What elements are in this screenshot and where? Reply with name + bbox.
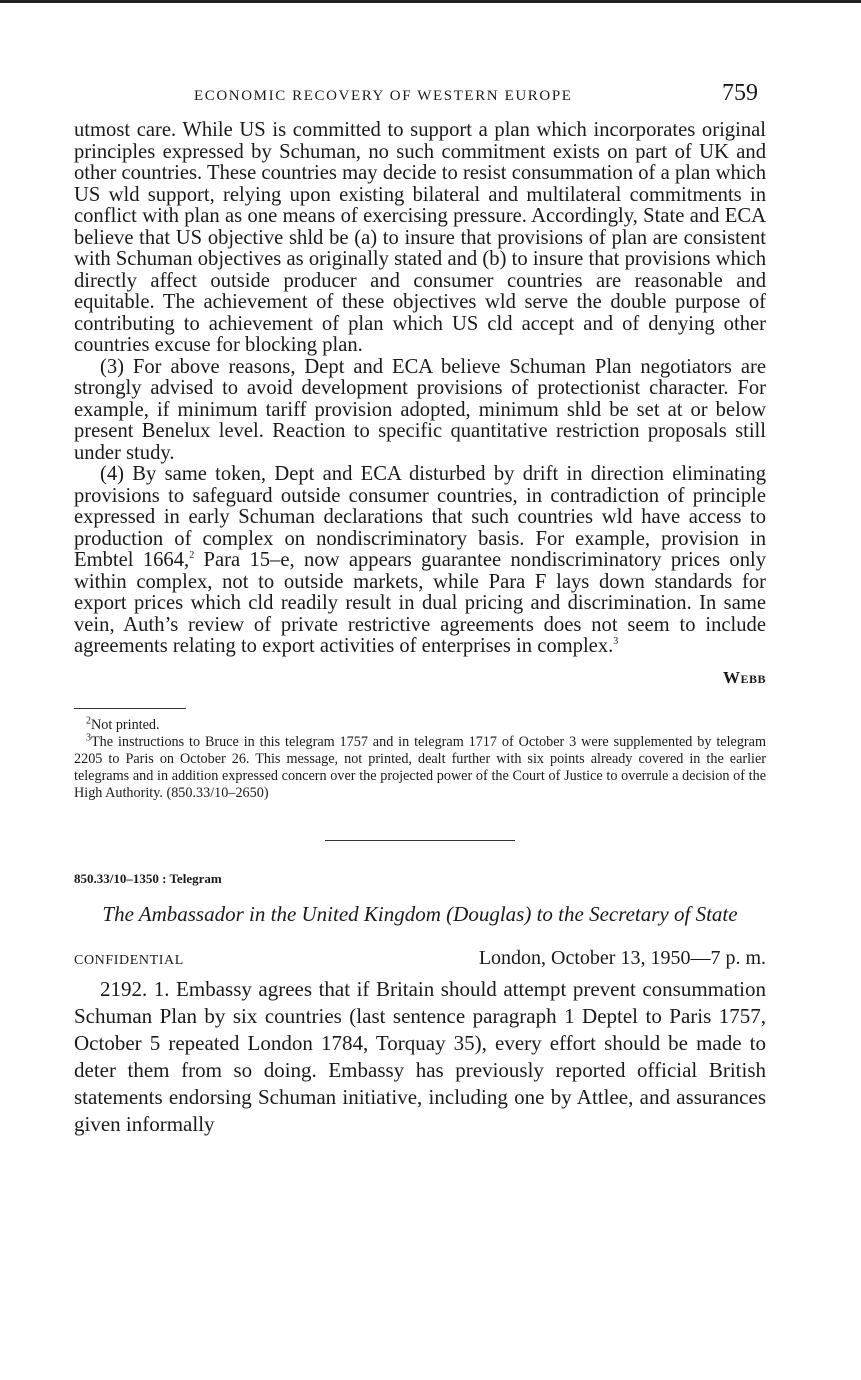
signature: Webb bbox=[722, 667, 766, 687]
paragraph-continued: utmost care. While US is committed to support a plan which incorporates original principles expressed by Schuman, no such commitment exists on part of UK and other countries. These countries may decide to resist consummation of a plan which US wld support, relying upon existing bilateral and multilateral commitments in conflict with plan as one means of exercising pressure. Accordingly, State and ECA believe that US objective shld be (a) to insure that provisions of plan are consistent with Schuman objectives as originally stated and (b) to insure that provisions which directly affect outside producer and consumer countries are reasonable and equitable. The achievement of these objectives wld serve the double purpose of contributing to achievement of plan which US cld accept and of denying other countries excuse for blocking plan. bbox=[74, 119, 766, 356]
footnote-divider bbox=[74, 708, 186, 709]
footnote-text: The instructions to Bruce in this telegram 1757 and in telegram 1717 of October 3 were supplemented by telegram 2205 to Paris on October 26. This message, not printed, dealt further with six points already covered in the earlier telegrams and in addition expressed concern over the projected power of the Court of Justice to overrule a decision of the High Authority. (850.33/10–2650) bbox=[74, 733, 766, 801]
paragraph-4-text-b: Para 15–e, now appears guarantee nondiscriminatory prices only within complex, not to outside markets, while Para F lays down standards for export prices which cld readily result in dual pricing and discrimination. In same vein, Auth’s review of private restrictive agreements does not seem to include agreements relating to export activities of enterprises in complex. bbox=[74, 549, 767, 657]
footnotes bbox=[74, 714, 766, 802]
dateline: London, October 13, 1950—7 p. m. bbox=[478, 947, 766, 969]
paragraph-3: (3) For above reasons, Dept and ECA believe Schuman Plan negotiators are strongly advised to avoid development provisions of protectionist character. For example, if minimum tariff provision adopted, minimum shld be set at or below present Benelux level. Reaction to specific quantitative restriction proposals still under study. bbox=[74, 355, 766, 464]
running-title: ECONOMIC RECOVERY OF WESTERN EUROPE bbox=[194, 88, 573, 104]
page-top-edge bbox=[0, 0, 861, 3]
paragraph-4 bbox=[74, 464, 766, 658]
document-heading: The Ambassador in the United Kingdom (Douglas) to the Secretary of State bbox=[102, 902, 738, 926]
page-number: 759 bbox=[722, 80, 758, 106]
paragraph-4-text-a: (4) By same token, Dept and ECA disturbed by drift in direction eliminating provisions to safeguard outside consumer countries, in contradiction of principle expressed in early Schuman declarations that such countries wld have access to production of complex on nondiscriminatory basis. For example, provision in Embtel 1664, bbox=[74, 463, 766, 571]
document-separator bbox=[325, 840, 515, 842]
footnote-ref-2: 2 bbox=[189, 550, 195, 562]
footnote-ref-3: 3 bbox=[613, 636, 619, 648]
page-header bbox=[74, 80, 766, 120]
footnote-text: Not printed. bbox=[91, 716, 160, 733]
telegram-body: 2192. 1. Embassy agrees that if Britain should attempt prevent consummation Schuman Plan by six countries (last sentence paragraph 1 Deptel to Paris 1757, October 5 repeated London 1784, Torquay 35), every effort should be made to deter them from so doing. Embassy has previously reported official British statements endorsing Schuman initiative, including one by Attlee, and assurances given informally bbox=[74, 977, 766, 1136]
continued-telegram-text bbox=[74, 120, 766, 658]
footnote-marker: 3 bbox=[86, 731, 91, 743]
footnote-3 bbox=[74, 731, 766, 802]
document-page bbox=[74, 80, 766, 1138]
footnote-2 bbox=[74, 714, 766, 734]
classification-label: CONFIDENTIAL bbox=[74, 953, 184, 968]
footnote-marker: 2 bbox=[86, 714, 91, 726]
document-file-number: 850.33/10–1350 : Telegram bbox=[74, 871, 222, 886]
document-meta-row bbox=[74, 947, 766, 970]
